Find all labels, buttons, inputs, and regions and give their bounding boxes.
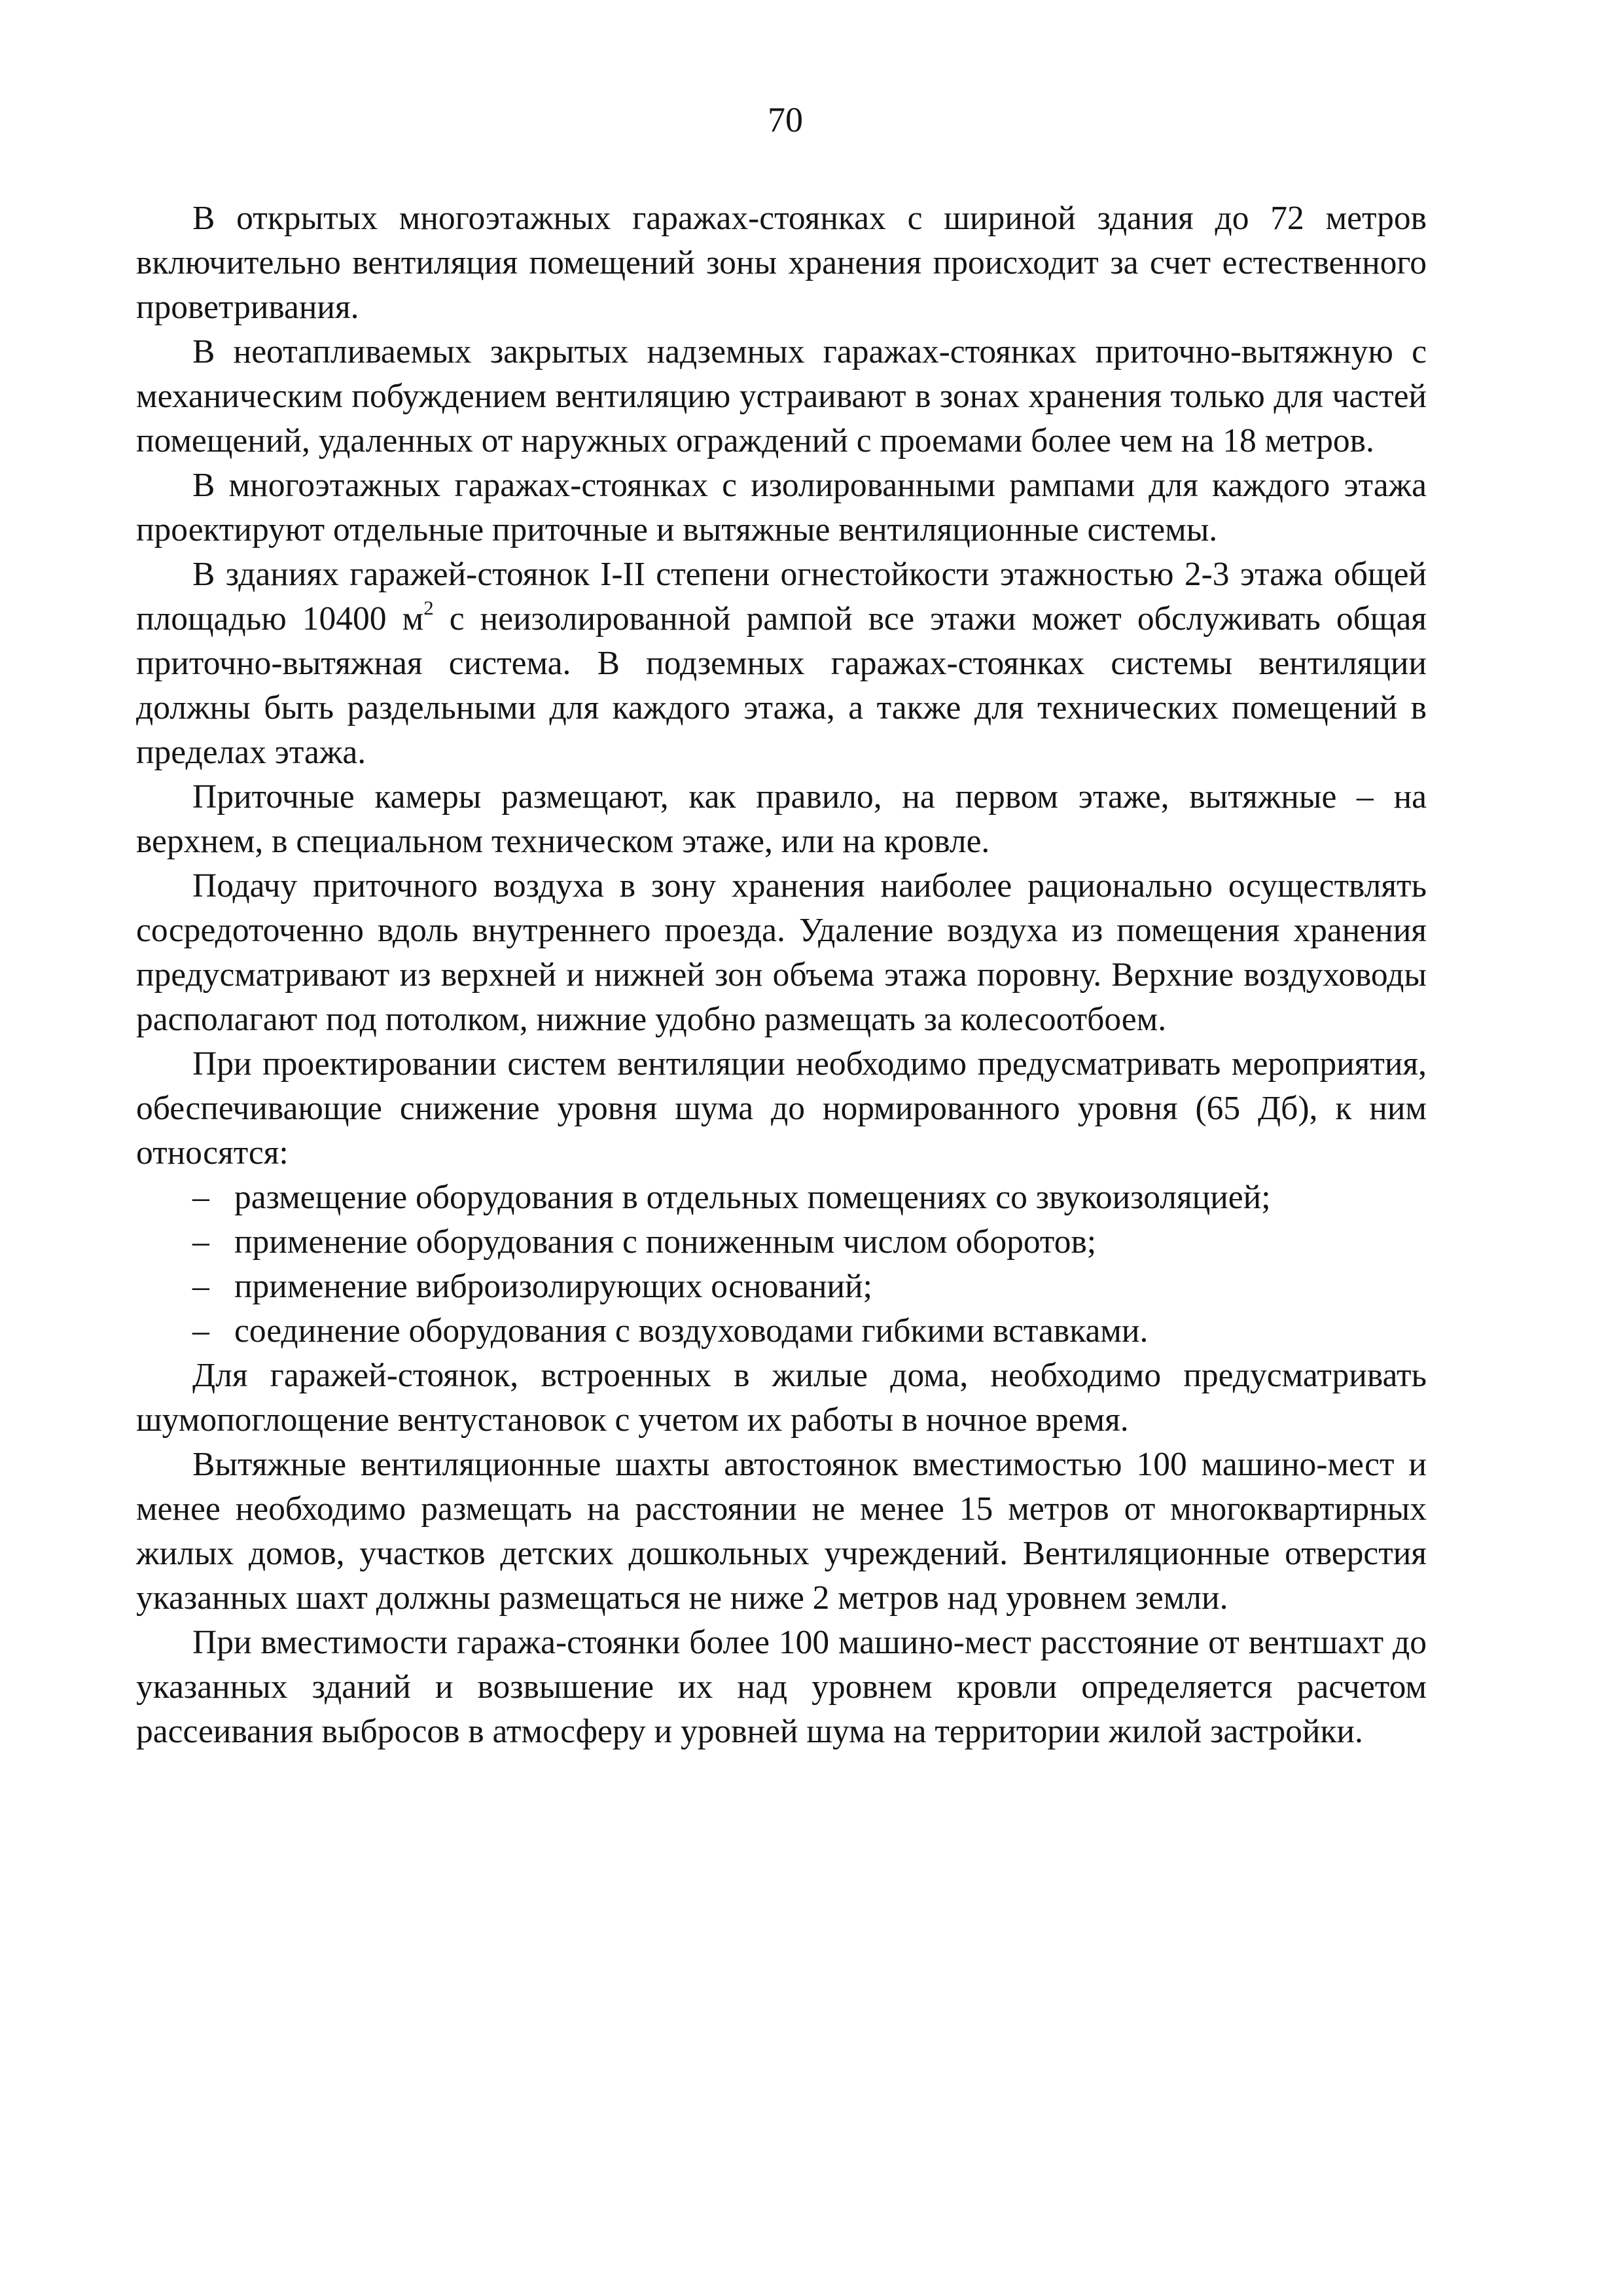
list-item-text: размещение оборудования в отдельных помещениях со звукоизоляцией; (234, 1179, 1271, 1216)
list-item (136, 1175, 1427, 1220)
paragraph-unheated-garages-ventilation: В неотапливаемых закрытых надземных гаражах-стоянках приточно-вытяжную с механическим побуждением вентиляцию устраивают в зонах хранения только для частей помещений, удаленных от наружных ограждений с проемами более чем на 18 метров. (136, 333, 1427, 459)
document-body (136, 196, 1427, 1754)
paragraph-open-garages-ventilation: В открытых многоэтажных гаражах-стоянках с шириной здания до 72 метров включительно вентиляция помещений зоны хранения происходит за счет естественного проветривания. (136, 200, 1427, 326)
paragraph-text-part: В зданиях гаражей-стоянок I-II степени огнестойкости этажностью 2-3 этажа общей площадью 10400 м (136, 556, 1427, 637)
list-dash: – (192, 1223, 209, 1261)
list-item-text: соединение оборудования с воздуховодами гибкими вставками. (234, 1312, 1149, 1350)
list-dash: – (192, 1312, 209, 1350)
paragraph-supply-chambers: Приточные камеры размещают, как правило, на первом этаже, вытяжные – на верхнем, в специальном техническом этаже, или на кровле. (136, 778, 1427, 860)
paragraph-supply-air-distribution: Подачу приточного воздуха в зону хранения наиболее рационально осуществлять сосредоточенно вдоль внутреннего проезда. Удаление воздуха из помещения хранения предусматривают из верхней и нижней зон объема этажа поровну. Верхние воздуховоды располагают под потолком, нижние удобно размещать за колесоотбоем. (136, 867, 1427, 1038)
paragraph-noise-reduction-measures: При проектировании систем вентиляции необходимо предусматривать мероприятия, обеспечивающие снижение уровня шума до нормированного уровня (65 Дб), к ним относятся: (136, 1045, 1427, 1172)
list-item-text: применение виброизолирующих оснований; (234, 1268, 872, 1305)
paragraph-fire-resistance-buildings (136, 552, 1427, 775)
paragraph-exhaust-shafts-distance: Вытяжные вентиляционные шахты автостоянок вместимостью 100 машино-мест и менее необходимо размещать на расстоянии не менее 15 метров от многоквартирных жилых домов, участков детских дошкольных учреждений. Вентиляционные отверстия указанных шахт должны размещаться не ниже 2 метров над уровнем земли. (136, 1446, 1427, 1617)
list-item (136, 1265, 1427, 1309)
page-number: 70 (768, 100, 803, 139)
paragraph-text-part: с неизолированной рампой все этажи может обслуживать общая приточно-вытяжная система. В подземных гаражах-стоянках системы вентиляции должны быть раздельными для каждого этажа, а также для технических помещений в пределах этажа. (136, 600, 1427, 771)
superscript-square: 2 (423, 596, 434, 619)
list-dash: – (192, 1179, 209, 1216)
list-item (136, 1309, 1427, 1354)
paragraph-large-garages-calculation: При вместимости гаража-стоянки более 100 машино-мест расстояние от вентшахт до указанных зданий и возвышение их над уровнем кровли определяется расчетом рассеивания выбросов в атмосферу и уровней шума на территории жилой застройки. (136, 1624, 1427, 1750)
paragraph-isolated-ramps-systems: В многоэтажных гаражах-стоянках с изолированными рампами для каждого этажа проектируют отдельные приточные и вытяжные вентиляционные системы. (136, 467, 1427, 548)
paragraph-built-in-garages-noise: Для гаражей-стоянок, встроенных в жилые дома, необходимо предусматривать шумопоглощение вентустановок с учетом их работы в ночное время. (136, 1357, 1427, 1439)
list-item (136, 1220, 1427, 1265)
list-dash: – (192, 1268, 209, 1305)
noise-measures-list (136, 1175, 1427, 1354)
list-item-text: применение оборудования с пониженным числом оборотов; (234, 1223, 1097, 1261)
